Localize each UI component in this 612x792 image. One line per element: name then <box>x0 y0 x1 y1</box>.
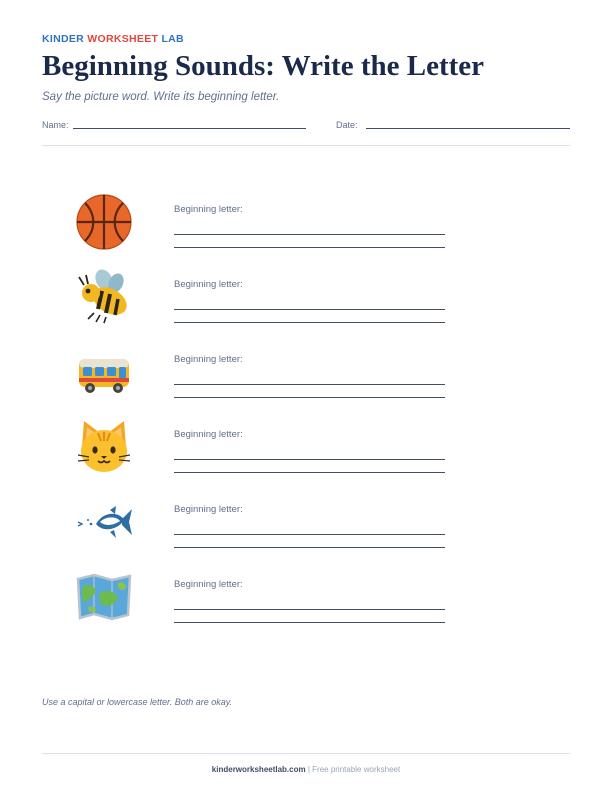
writing-line-top[interactable] <box>174 309 445 310</box>
footer-site-link[interactable]: kinderworksheetlab.com <box>211 765 306 774</box>
row-label: Beginning letter: <box>174 354 243 365</box>
writing-line-bottom[interactable] <box>174 622 445 623</box>
writing-line-bottom[interactable] <box>174 472 445 473</box>
writing-line-bottom[interactable] <box>174 547 445 548</box>
brand-word-worksheet: WORKSHEET <box>87 33 159 45</box>
footer <box>0 765 612 774</box>
exercise-row <box>0 267 612 342</box>
writing-line-top[interactable] <box>174 384 445 385</box>
bus-icon <box>74 342 134 402</box>
basketball-icon <box>74 192 134 252</box>
exercise-row <box>0 567 612 642</box>
exercise-row <box>0 342 612 417</box>
cat-face-icon <box>74 417 134 477</box>
row-label: Beginning letter: <box>174 204 243 215</box>
exercise-row <box>0 192 612 267</box>
row-label: Beginning letter: <box>174 579 243 590</box>
footer-divider <box>42 753 570 754</box>
writing-line-top[interactable] <box>174 534 445 535</box>
row-label: Beginning letter: <box>174 429 243 440</box>
writing-line-bottom[interactable] <box>174 247 445 248</box>
date-line[interactable] <box>366 128 570 129</box>
exercise-row <box>0 492 612 567</box>
header-divider <box>42 145 570 146</box>
name-line[interactable] <box>73 128 306 129</box>
map-icon <box>74 567 134 627</box>
footnote: Use a capital or lowercase letter. Both are okay. <box>42 697 233 707</box>
date-label: Date: <box>336 120 358 130</box>
footer-tagline: Free printable worksheet <box>312 765 401 774</box>
brand-word-lab: LAB <box>161 33 184 45</box>
brand-logo <box>42 33 184 45</box>
fish-icon <box>74 492 134 552</box>
name-label: Name: <box>42 120 69 130</box>
bee-icon <box>74 267 134 327</box>
instructions-subtitle: Say the picture word. Write its beginning letter. <box>42 91 280 103</box>
exercise-row <box>0 417 612 492</box>
page-title: Beginning Sounds: Write the Letter <box>42 50 485 82</box>
writing-line-top[interactable] <box>174 609 445 610</box>
writing-line-top[interactable] <box>174 459 445 460</box>
writing-line-top[interactable] <box>174 234 445 235</box>
brand-word-kinder: KINDER <box>42 33 85 45</box>
writing-line-bottom[interactable] <box>174 397 445 398</box>
row-label: Beginning letter: <box>174 279 243 290</box>
footer-separator: | <box>305 765 313 774</box>
row-label: Beginning letter: <box>174 504 243 515</box>
writing-line-bottom[interactable] <box>174 322 445 323</box>
